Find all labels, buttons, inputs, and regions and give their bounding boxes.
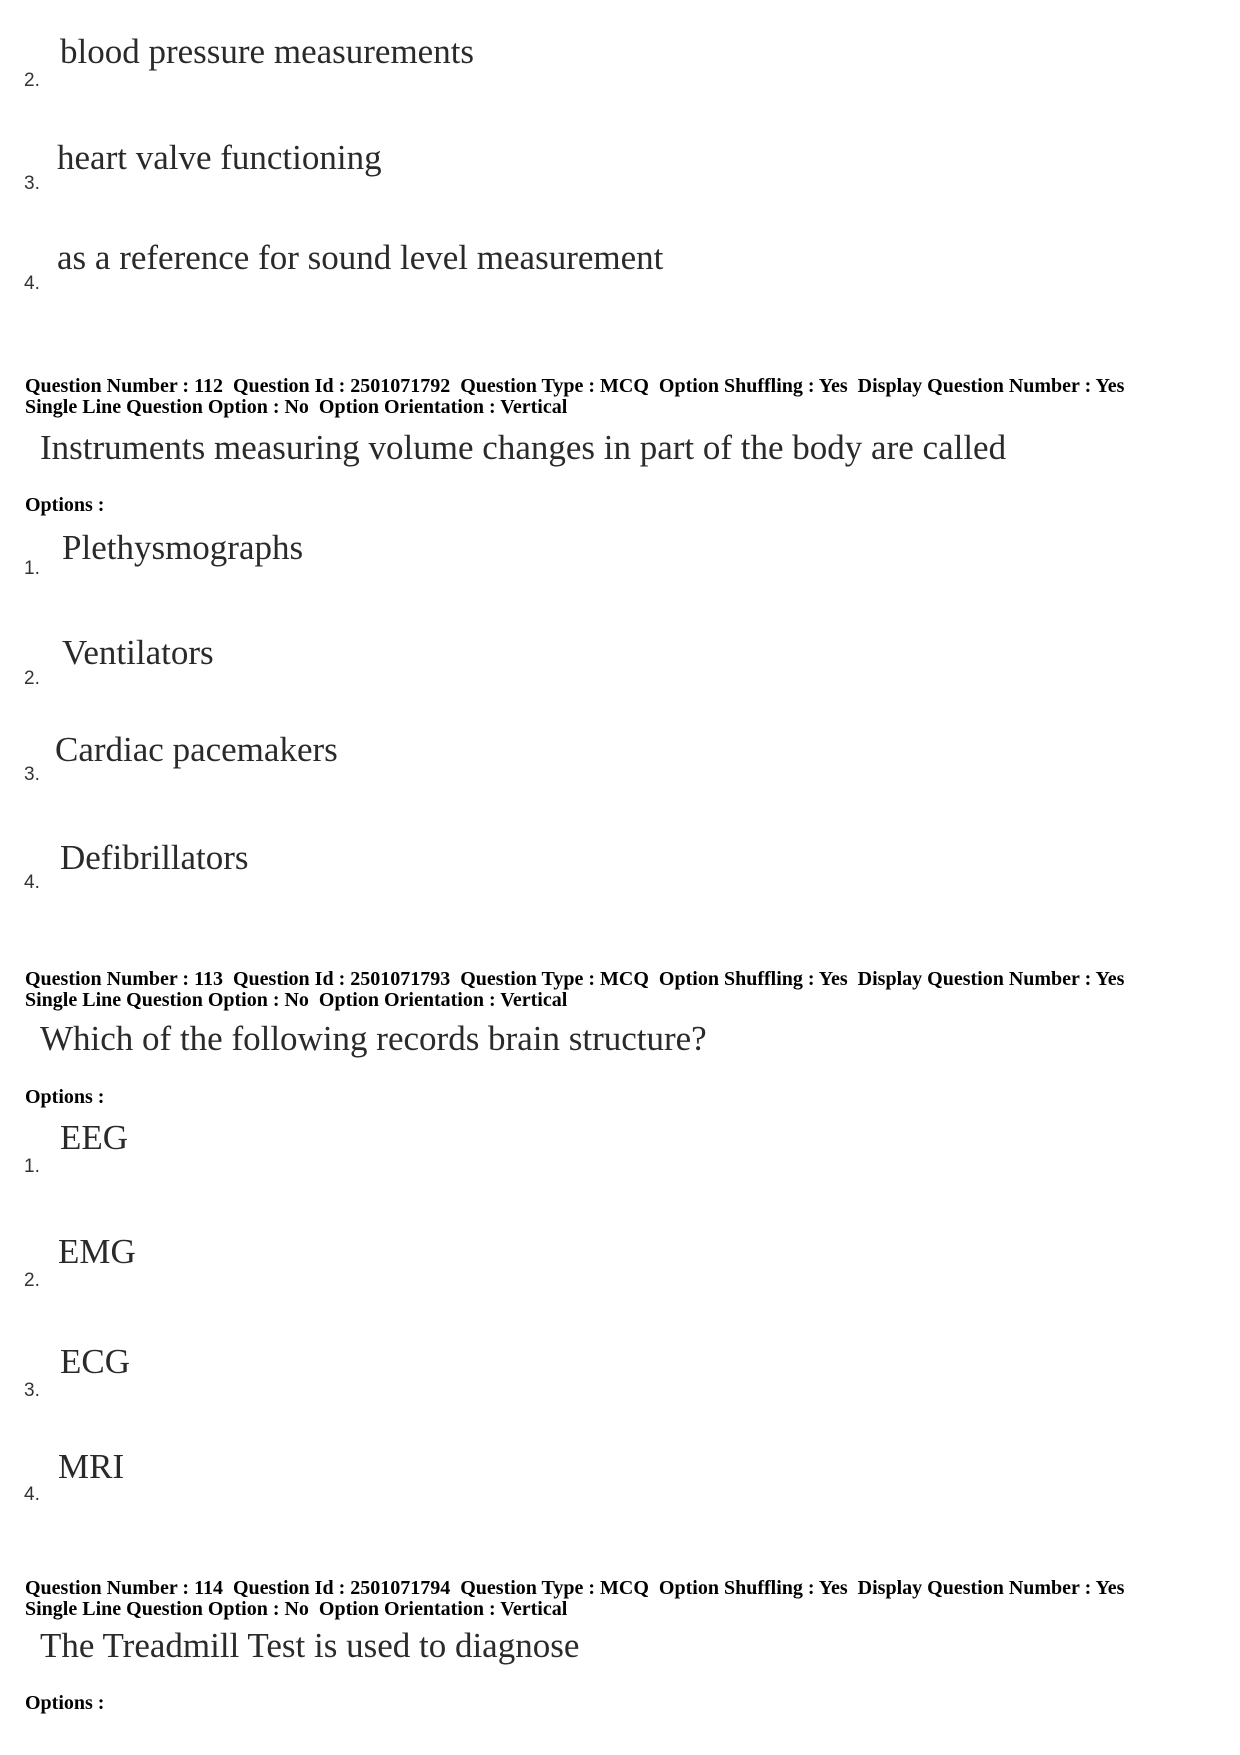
option-number: 3. <box>24 764 40 785</box>
option-number: 2. <box>24 668 40 689</box>
question-meta-line2: Single Line Question Option : No Option Orientation : Vertical <box>25 989 568 1011</box>
option-text: EMG <box>58 1232 136 1271</box>
question-meta-line1: Question Number : 114 Question Id : 2501071794 Question Type : MCQ Option Shuffling : Yes Display Question Number : Yes <box>25 1577 1125 1599</box>
option-text: Defibrillators <box>60 838 249 877</box>
option-number: 2. <box>24 1270 40 1291</box>
option-text: EEG <box>60 1118 129 1157</box>
option-text: Plethysmographs <box>62 528 304 567</box>
option-number: 3. <box>24 173 40 194</box>
option-number: 3. <box>24 1380 40 1401</box>
question-meta-line1: Question Number : 112 Question Id : 2501071792 Question Type : MCQ Option Shuffling : Yes Display Question Number : Yes <box>25 375 1125 397</box>
question-text: The Treadmill Test is used to diagnose <box>40 1626 580 1665</box>
options-label: Options : <box>25 494 105 516</box>
option-number: 4. <box>24 1484 40 1505</box>
option-number: 1. <box>24 558 40 579</box>
option-number: 4. <box>24 872 40 893</box>
question-text: Which of the following records brain structure? <box>40 1019 707 1058</box>
option-text: heart valve functioning <box>57 138 382 177</box>
option-number: 2. <box>24 70 40 91</box>
option-number: 4. <box>24 273 40 294</box>
question-meta-line1: Question Number : 113 Question Id : 2501071793 Question Type : MCQ Option Shuffling : Yes Display Question Number : Yes <box>25 968 1125 990</box>
option-text: as a reference for sound level measurement <box>57 238 664 277</box>
question-text: Instruments measuring volume changes in part of the body are called <box>40 428 1007 467</box>
question-meta-line2: Single Line Question Option : No Option Orientation : Vertical <box>25 396 568 418</box>
option-text: Cardiac pacemakers <box>55 730 338 769</box>
options-label: Options : <box>25 1086 105 1108</box>
question-meta-line2: Single Line Question Option : No Option Orientation : Vertical <box>25 1598 568 1620</box>
option-text: ECG <box>60 1342 130 1381</box>
option-text: MRI <box>58 1447 125 1486</box>
options-label: Options : <box>25 1692 105 1714</box>
option-number: 1. <box>24 1156 40 1177</box>
option-text: Ventilators <box>62 633 214 672</box>
option-text: blood pressure measurements <box>60 32 475 71</box>
